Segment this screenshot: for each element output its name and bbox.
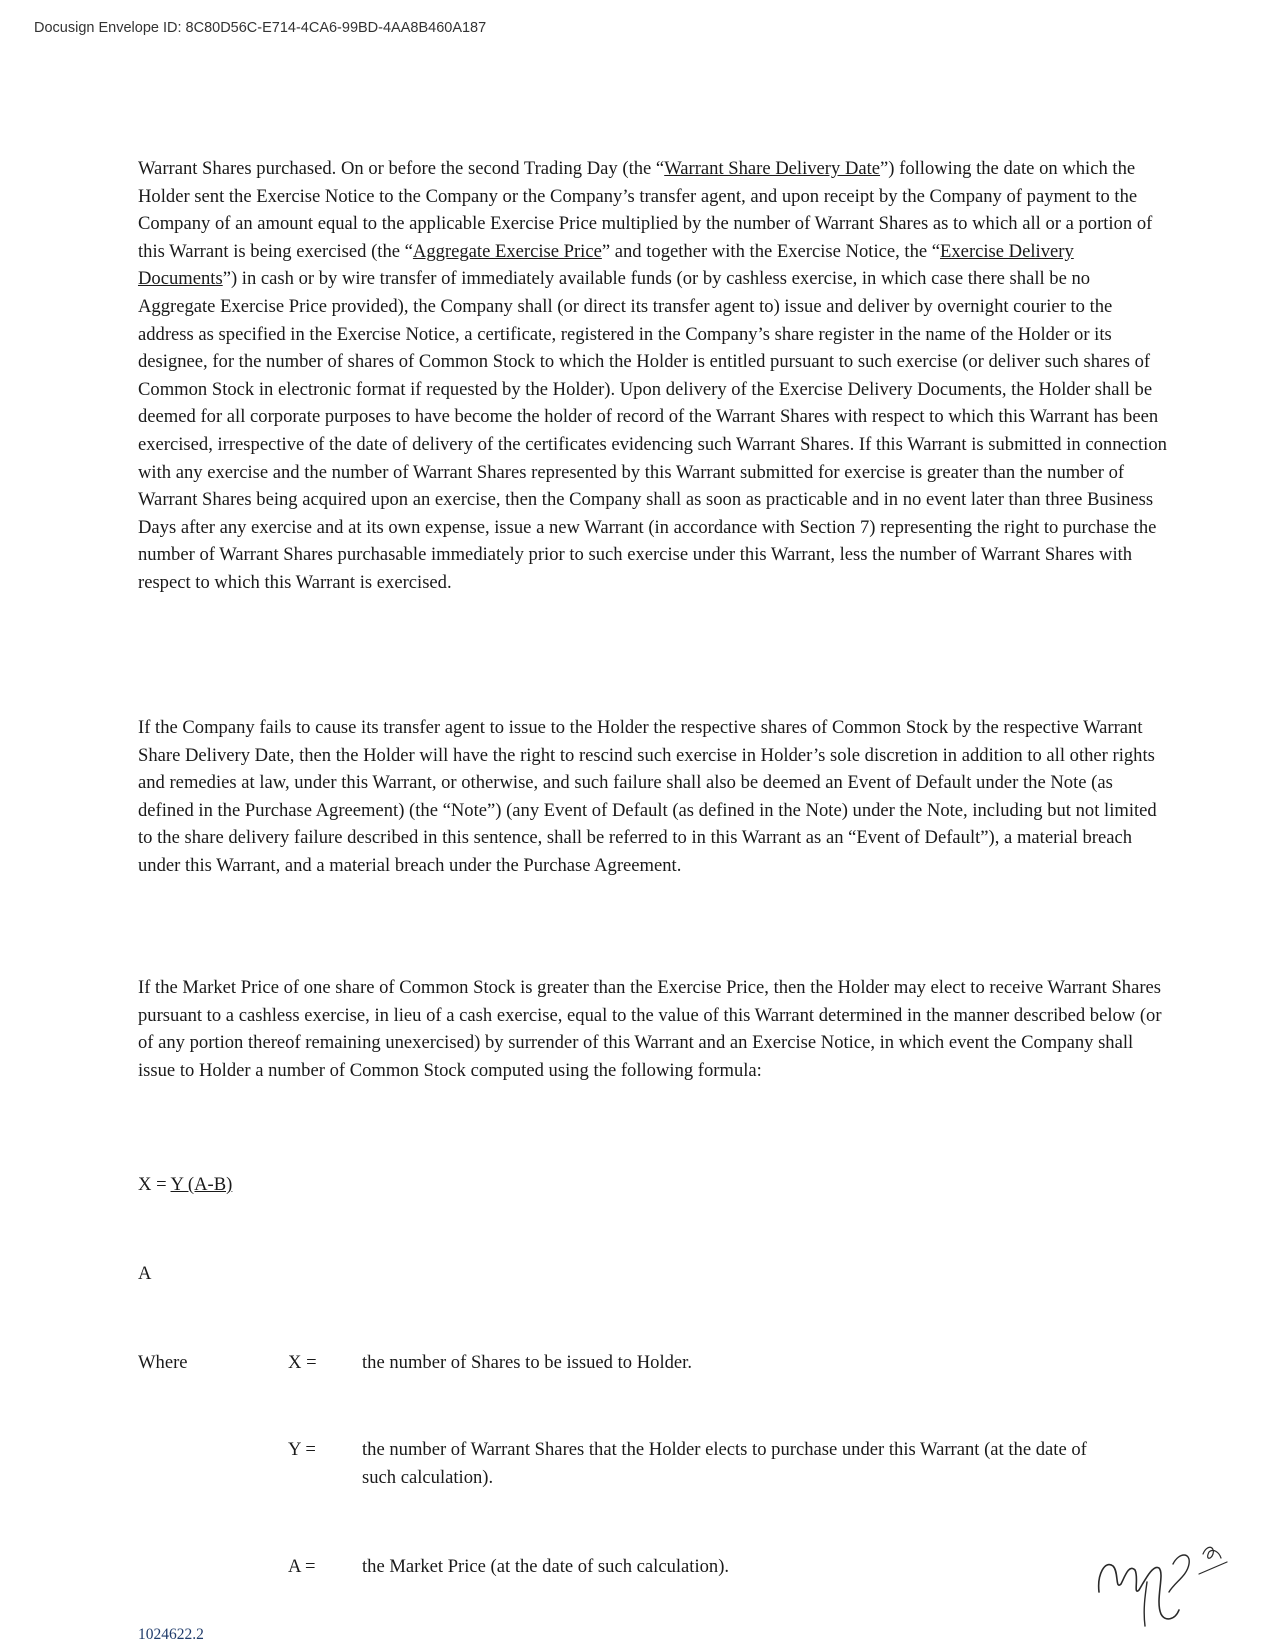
p1-text-g: ”) in cash or by wire transfer of immediately available funds (or by cashless exercise, in which case there shall be no Aggregate Exercise Price provided), the Company shall (or direct its transfer agent to) issue and deliver by overnight courier to the address as specified in the Exercise Notice, a certificate, registered in the Company’s share register in the name of the Holder or its designee, for the number of shares of Common Stock to which the Holder is entitled pursuant to such exercise (or deliver such shares of Common Stock in electronic format if requested by the Holder). Upon delivery of the Exercise Delivery Documents, the Holder shall be deemed for all corporate purposes to have become the holder of record of the Warrant Shares with respect to which this Warrant has been exercised, irrespective of the date of delivery of the certificates evidencing such Warrant Shares. If this Warrant is submitted in connection with any exercise and the number of Warrant Shares represented by this Warrant submitted for exercise is greater than the number of Warrant Shares being acquired upon an exercise, then the Company shall as soon as practicable and in no event later than three Business Days after any exercise and at its own expense, issue a new Warrant (in accordance with Section 7) representing the right to purchase the number of Warrant Shares purchasable immediately prior to such exercise under this Warrant, less the number of Warrant Shares with respect to which this Warrant is exercised.	[138, 268, 1167, 593]
formula-denominator: A	[138, 1263, 152, 1284]
p1-text-a: Warrant Shares purchased. On or before the second Trading Day (the “	[138, 158, 665, 179]
formula-numerator: Y (A-B)	[170, 1174, 233, 1195]
definition-var-a: A =	[288, 1556, 316, 1577]
formula-lhs: X =	[138, 1174, 171, 1195]
handwritten-initials-icon	[1095, 1530, 1235, 1630]
paragraph-event-of-default: If the Company fails to cause its transfer agent to issue to the Holder the respective shares of Common Stock by the respective Warrant Share Delivery Date, then the Holder will have the right to rescind such exercise in Holder’s sole discretion in addition to all other rights and remedies at law, under this Warrant, or otherwise, and such failure shall also be deemed an Event of Default under the Note (as defined in the Purchase Agreement) (the “Note”) (any Event of Default (as defined in the Note) under the Note, including but not limited to the share delivery failure described in this sentence, shall be referred to in this Warrant as an “Event of Default”), a material breach under this Warrant, and a material breach under the Purchase Agreement.	[138, 717, 1157, 876]
definition-var-x: X =	[288, 1352, 317, 1373]
definition-text-a: the Market Price (at the date of such calculation).	[362, 1556, 730, 1577]
docusign-envelope-id: Docusign Envelope ID: 8C80D56C-E714-4CA6-99BD-4AA8B460A187	[34, 20, 487, 36]
paragraph-cashless-exercise: If the Market Price of one share of Common Stock is greater than the Exercise Price, then the Holder may elect to receive Warrant Shares pursuant to a cashless exercise, in lieu of a cash exercise, equal to the value of this Warrant determined in the manner described below (or of any portion thereof remaining unexercised) by surrender of this Warrant and an Exercise Notice, in which event the Company shall issue to Holder a number of Common Stock computed using the following formula:	[138, 977, 1162, 1081]
term-warrant-share-delivery-date: Warrant Share Delivery Date	[664, 158, 881, 179]
paragraph-warrant-delivery	[138, 155, 1168, 597]
term-exercise-delivery-documents: Exercise Delivery Documents	[138, 240, 1074, 290]
formula-line	[138, 1171, 232, 1199]
definition-text-y: the number of Warrant Shares that the Holder elects to purchase under this Warrant (at the date of such calculation).	[362, 1439, 1087, 1488]
definition-var-y: Y =	[288, 1439, 316, 1460]
document-number: 1024622.2	[138, 1626, 204, 1643]
where-label: Where	[138, 1352, 188, 1373]
p1-text-c: ”) following the date on which the Holder sent the Exercise Notice to the Company or the Company’s transfer agent, and upon receipt by the Company of payment to the Company of an amount equal to the applicable Exercise Price multiplied by the number of Warrant Shares as to which all or a portion of this Warrant is being exercised (the “	[138, 158, 1153, 262]
p1-text-e: ” and together with the Exercise Notice, the “	[601, 240, 941, 262]
definition-text-x: the number of Shares to be issued to Holder.	[362, 1352, 692, 1373]
term-aggregate-exercise-price: Aggregate Exercise Price	[412, 240, 602, 262]
